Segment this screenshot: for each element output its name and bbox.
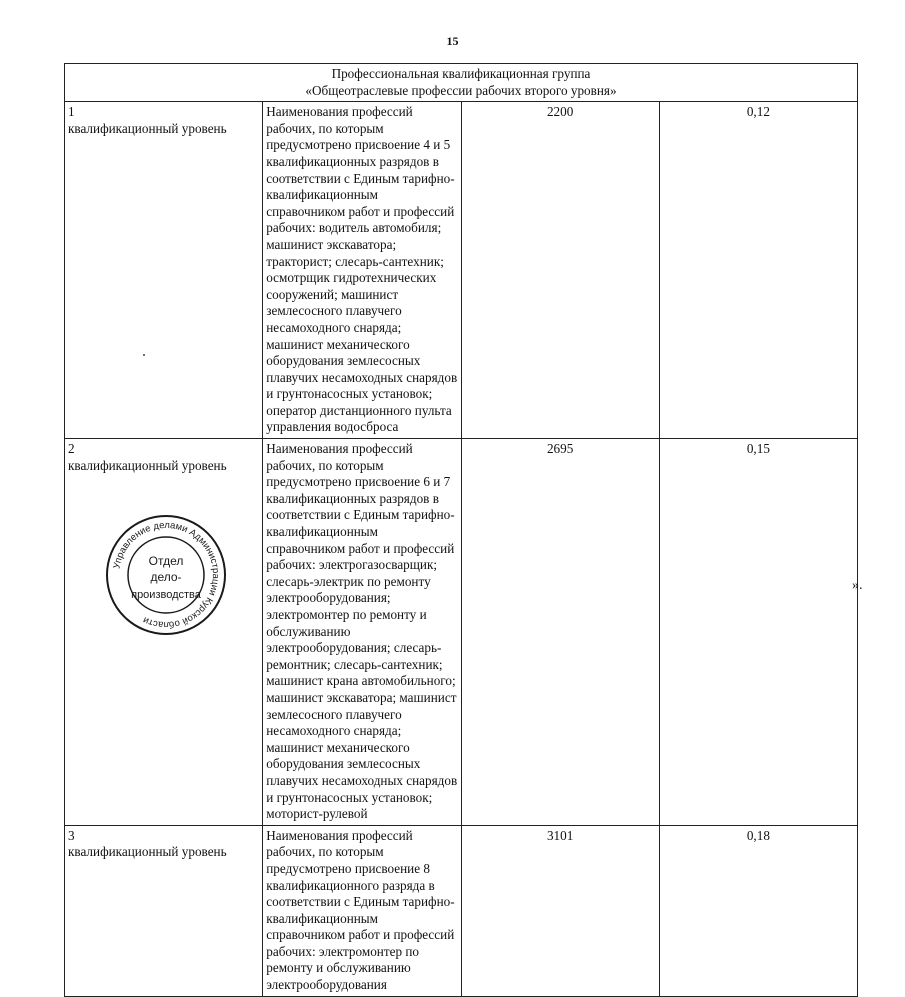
group-title-line2: «Общеотраслевые профессии рабочих второго уровня» xyxy=(305,82,617,98)
page-number: 15 xyxy=(446,34,459,48)
table-row xyxy=(65,825,858,996)
level-number: 2 xyxy=(68,441,75,457)
office-stamp xyxy=(104,513,228,637)
salary-cell: 3101 xyxy=(461,825,659,996)
level-cell xyxy=(65,825,263,996)
stamp-ring-text: Управление делами Администрации Курской области xyxy=(111,519,222,631)
description-cell: Наименования профессий рабочих, по которым предусмотрено присвоение 6 и 7 квалификационных разрядов в соответствии с Единым тарифно-квалификационным справочником работ и профессий рабочих: электрогазосварщик; слесарь-электрик по ремонту электрооборудования; электромонтер по ремонту и обслуживанию электрооборудования; слесарь-ремонтник; слесарь-сантехник; машинист крана автомобильного; машинист экскаватора; машинист землесосного плавучего несамоходного снаряда; машинист механического оборудования землесосных плавучих несамоходных снарядов и грунтонасосных установок; моторист-рулевой xyxy=(263,439,461,826)
description-cell: Наименования профессий рабочих, по которым предусмотрено присвоение 4 и 5 квалификационных разрядов в соответствии с Единым тарифно-квалификационным справочником работ и профессий рабочих: водитель автомобиля; машинист экскаватора; тракторист; слесарь-сантехник; осмотрщик гидротехнических сооружений; машинист землесосного плавучего несамоходного снаряда; машинист механического оборудования землесосных плавучих несамоходных снарядов и грунтонасосных установок; оператор дистанционного пульта управления водосброса xyxy=(263,102,461,439)
coefficient-cell: 0,18 xyxy=(659,825,857,996)
stamp-center-line3: производства xyxy=(131,589,201,601)
level-number: 1 xyxy=(68,104,75,120)
level-text: квалификационный уровень xyxy=(68,457,227,473)
salary-cell: 2200 xyxy=(461,102,659,439)
scan-speck xyxy=(143,354,145,356)
table-row xyxy=(65,102,858,439)
closing-quote: ». xyxy=(852,578,863,593)
level-cell xyxy=(65,102,263,439)
group-header-row xyxy=(65,64,858,102)
description-cell: Наименования профессий рабочих, по которым предусмотрено присвоение 8 квалификационного разряда в соответствии с Единым тарифно-квалификационным справочником работ и профессий рабочих: электромонтер по ремонту и обслуживанию электрооборудования xyxy=(263,825,461,996)
coefficient-cell: 0,15 xyxy=(659,439,857,826)
group-title-line1: Профессиональная квалификационная группа xyxy=(331,66,591,81)
stamp-center-line1: Отдел xyxy=(148,554,184,568)
group-header-cell xyxy=(65,64,858,102)
salary-cell: 2695 xyxy=(461,439,659,826)
level-text: квалификационный уровень xyxy=(68,120,227,136)
coefficient-cell: 0,12 xyxy=(659,102,857,439)
level-text: квалификационный уровень xyxy=(68,844,227,860)
level-number: 3 xyxy=(68,827,75,843)
stamp-center-line2: дело- xyxy=(150,570,182,584)
